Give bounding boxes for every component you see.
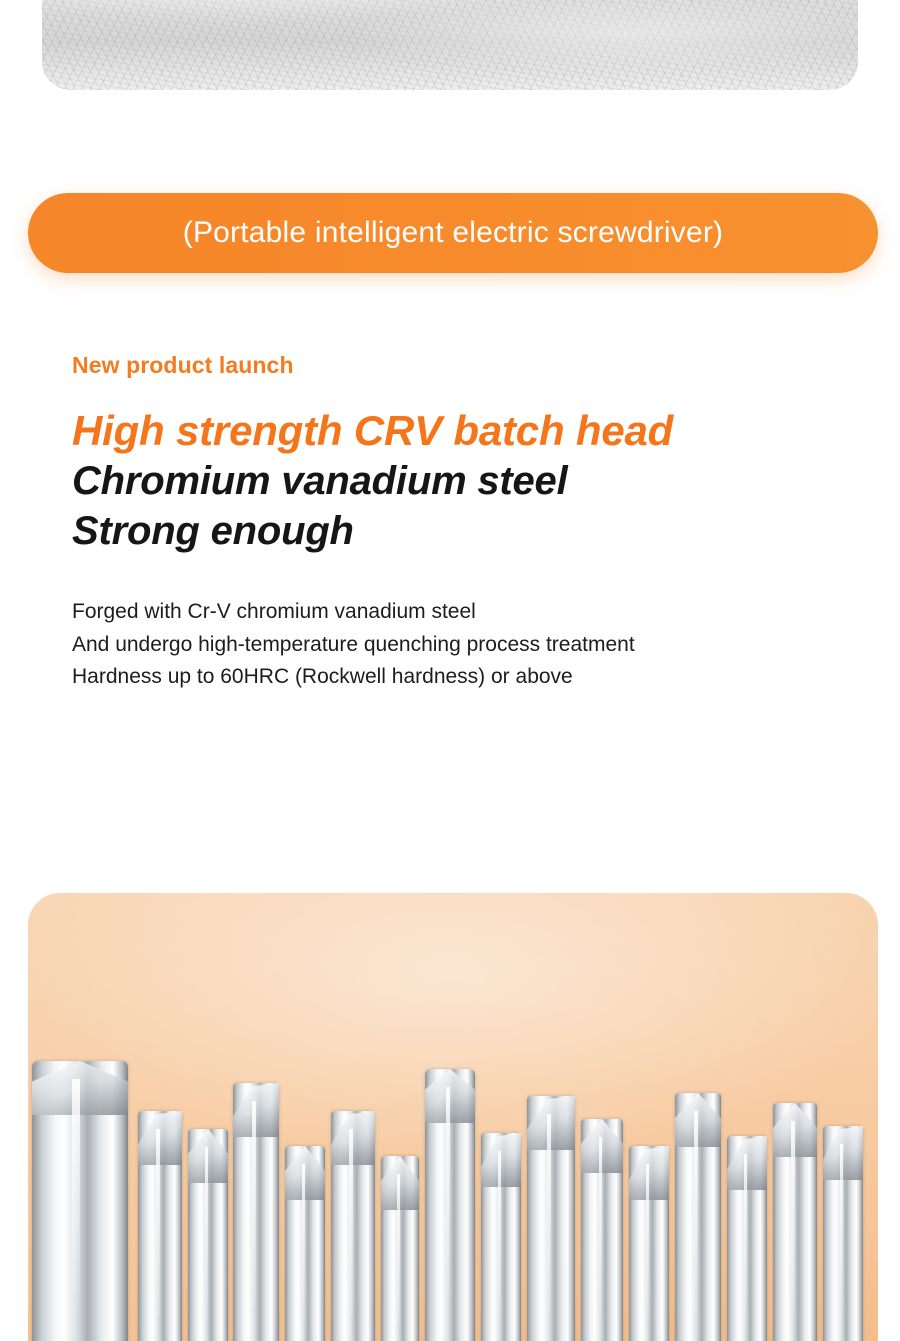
- product-photo-panel: [28, 893, 878, 1341]
- bit-cross-1: [188, 1129, 228, 1341]
- marketing-copy-block: [72, 352, 862, 694]
- bit-cross-5: [675, 1093, 721, 1341]
- body-copy: [72, 596, 862, 694]
- bit-flat-5: [527, 1096, 575, 1341]
- bit-flat-4: [481, 1133, 521, 1341]
- eyebrow-label: New product launch: [72, 352, 294, 378]
- top-metallic-product-image: [42, 0, 858, 90]
- body-copy-line-1: Forged with Cr-V chromium vanadium steel: [72, 600, 476, 624]
- body-copy-line-2: And undergo high-temperature quenching process treatment: [72, 632, 635, 656]
- bit-hex-large: [32, 1061, 128, 1341]
- bit-cross-3: [381, 1156, 419, 1341]
- bit-flat-6: [629, 1146, 669, 1341]
- bit-flat-1: [138, 1111, 182, 1341]
- bit-cross-4: [581, 1119, 623, 1341]
- body-copy-line-3: Hardness up to 60HRC (Rockwell hardness) or above: [72, 665, 573, 689]
- headline-primary: High strength CRV batch head: [72, 407, 674, 454]
- banner-text: (Portable intelligent electric screwdriver): [182, 216, 724, 249]
- headline-secondary: Chromium vanadium steel: [72, 459, 568, 504]
- bit-flat-8: [823, 1126, 863, 1341]
- bit-flat-7: [727, 1136, 767, 1341]
- bit-flat-2: [233, 1083, 279, 1341]
- headline-tertiary: Strong enough: [72, 509, 354, 554]
- bit-cross-2: [285, 1146, 325, 1341]
- bit-hex-2: [425, 1069, 475, 1341]
- screwdriver-bits-group: [28, 893, 878, 1341]
- bit-cross-6: [773, 1103, 817, 1341]
- product-banner: [28, 193, 878, 273]
- bit-flat-3: [331, 1111, 375, 1341]
